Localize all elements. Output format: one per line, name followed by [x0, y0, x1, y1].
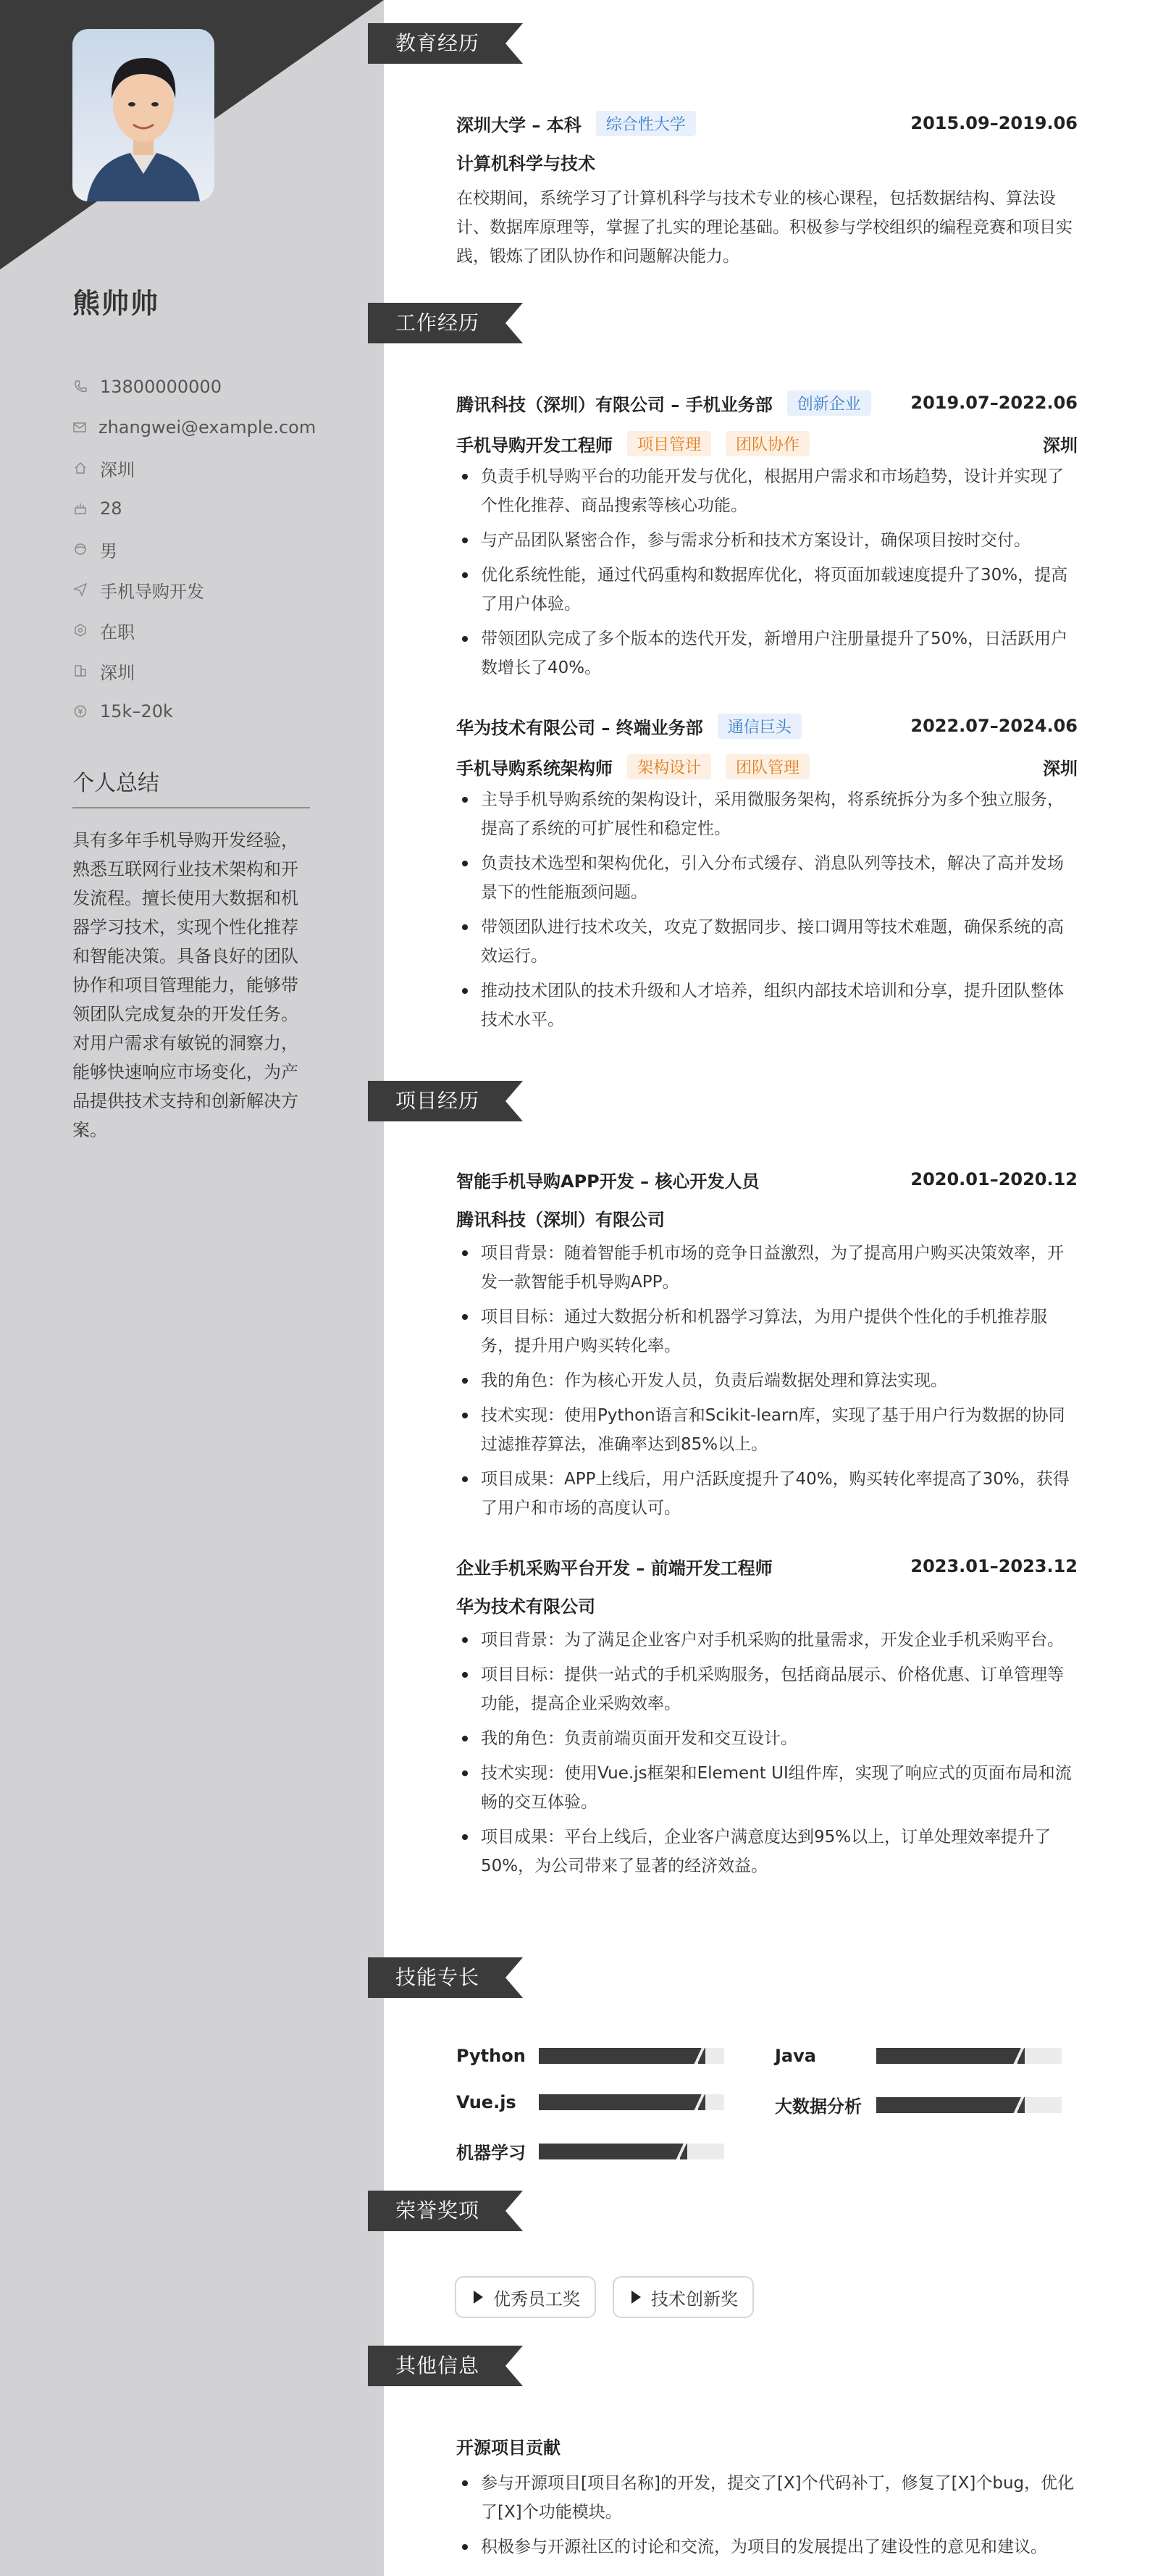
award-item	[455, 2276, 596, 2318]
info-location	[72, 448, 311, 488]
work-skill-tag: 项目管理	[627, 431, 711, 456]
work-company: 华为技术有限公司 – 终端业务部	[456, 717, 703, 738]
info-salary-text: 15k–20k	[100, 701, 173, 722]
info-gender-text: 男	[100, 540, 117, 561]
project-date: 2023.01–2023.12	[910, 1556, 1078, 1576]
education-major: 计算机科学与技术	[456, 154, 595, 174]
section-title-work: 工作经历	[395, 311, 480, 335]
list-item: 优化系统性能，通过代码重构和数据库优化，将页面加载速度提升了30%，提高了用户体验。	[456, 561, 1078, 619]
work-skill-tag: 团队协作	[726, 431, 810, 456]
work-entry-2	[456, 710, 1078, 1040]
list-item: 与产品团队紧密合作，参与需求分析和技术方案设计，确保项目按时交付。	[456, 526, 1078, 555]
info-work-city-text: 深圳	[100, 662, 135, 683]
work-company-tag: 通信巨头	[718, 714, 802, 739]
status-icon	[72, 622, 88, 638]
info-email	[72, 407, 316, 448]
work-company: 腾讯科技（深圳）有限公司 – 手机业务部	[456, 394, 773, 415]
section-header-education	[368, 23, 523, 64]
skill-row	[775, 2092, 1062, 2117]
skill-bar	[539, 2144, 724, 2159]
skill-name: Python	[456, 2046, 526, 2066]
section-header-work	[368, 303, 523, 343]
skill-fill	[876, 2048, 1025, 2064]
building-icon	[72, 663, 88, 679]
info-age-text: 28	[100, 498, 122, 519]
work-date: 2022.07–2024.06	[910, 716, 1078, 736]
skill-bar	[876, 2097, 1062, 2113]
list-item: 项目目标：通过大数据分析和机器学习算法，为用户提供个性化的手机推荐服务，提升用户购买转化率。	[456, 1302, 1078, 1360]
work-bullets	[456, 462, 1078, 682]
project-entry-1	[456, 1163, 1078, 1529]
project-title: 企业手机采购平台开发 – 前端开发工程师	[456, 1557, 773, 1578]
work-company-tag: 创新企业	[787, 390, 871, 416]
list-item: 技术实现：使用Vue.js框架和Element UI组件库，实现了响应式的页面布局和流畅的交互体验。	[456, 1759, 1078, 1817]
skill-bar	[876, 2048, 1062, 2064]
list-item: 技术实现：使用Python语言和Scikit-learn库，实现了基于用户行为数据的协同过滤推荐算法，准确率达到85%以上。	[456, 1401, 1078, 1459]
section-title-awards: 荣誉奖项	[395, 2199, 480, 2222]
info-phone	[72, 367, 311, 407]
profile-name: 熊帅帅	[72, 288, 160, 319]
info-gender	[72, 529, 311, 569]
section-header-awards	[368, 2191, 523, 2231]
project-date: 2020.01–2020.12	[910, 1169, 1078, 1189]
info-status-text: 在职	[100, 622, 135, 643]
list-item: 项目目标：提供一站式的手机采购服务，包括商品展示、价格优惠、订单管理等功能，提高企业采购效率。	[456, 1660, 1078, 1718]
section-title-education: 教育经历	[395, 31, 480, 55]
triangle-icon	[474, 2291, 483, 2304]
section-header-skills	[368, 1957, 523, 1998]
skill-name: 机器学习	[456, 2143, 526, 2163]
list-item: 项目成果：平台上线后，企业客户满意度达到95%以上，订单处理效率提升了50%，为公司带来了显著的经济效益。	[456, 1823, 1078, 1881]
work-entry-1	[456, 387, 1078, 688]
sidebar	[0, 0, 384, 2576]
work-title: 手机导购开发工程师	[456, 435, 613, 456]
send-icon	[72, 582, 88, 598]
work-title: 手机导购系统架构师	[456, 758, 613, 779]
list-item: 项目成果：APP上线后，用户活跃度提升了40%，购买转化率提高了30%，获得了用户和市场的高度认可。	[456, 1465, 1078, 1523]
section-title-other: 其他信息	[395, 2354, 480, 2378]
phone-icon	[72, 379, 88, 395]
skill-fill	[539, 2094, 705, 2110]
work-bullets	[456, 785, 1078, 1034]
award-label: 技术创新奖	[651, 2288, 738, 2309]
work-skill-tag: 架构设计	[627, 754, 711, 779]
skill-name: Vue.js	[456, 2092, 516, 2112]
home-icon	[72, 460, 88, 476]
cake-icon	[72, 501, 88, 517]
skill-fill	[876, 2097, 1025, 2113]
other-entry	[456, 2430, 1078, 2567]
work-city: 深圳	[1043, 435, 1078, 456]
list-item: 带领团队完成了多个版本的迭代开发，新增用户注册量提升了50%，日活跃用户数增长了40%。	[456, 624, 1078, 682]
info-work-city	[72, 651, 311, 691]
info-salary	[72, 691, 311, 732]
summary-title: 个人总结	[72, 765, 310, 808]
education-desc: 在校期间，系统学习了计算机科学与技术专业的核心课程，包括数据结构、算法设计、数据库原理等，掌握了扎实的理论基础。积极参与学校组织的编程竞赛和项目实践，锻炼了团队协作和问题解决能力。	[456, 189, 1073, 266]
section-header-other	[368, 2346, 523, 2386]
skill-fill-tip	[698, 2048, 705, 2064]
skill-fill-tip	[1017, 2097, 1025, 2113]
skill-row	[456, 2092, 724, 2112]
project-entry-2	[456, 1550, 1078, 1886]
skill-bar	[539, 2094, 724, 2110]
avatar	[72, 29, 214, 201]
info-age	[72, 488, 311, 529]
education-tag: 综合性大学	[596, 111, 696, 136]
gender-icon	[72, 541, 88, 557]
section-header-project	[368, 1081, 523, 1121]
project-bullets	[456, 1239, 1078, 1523]
skill-row	[456, 2046, 724, 2066]
list-item: 项目背景：随着智能手机市场的竞争日益激烈，为了提高用户购买决策效率，开发一款智能手机导购APP。	[456, 1239, 1078, 1297]
list-item: 我的角色：负责前端页面开发和交互设计。	[456, 1724, 1078, 1753]
info-job-intent	[72, 569, 311, 610]
info-email-text: zhangwei@example.com	[98, 417, 316, 438]
other-title: 开源项目贡献	[456, 2437, 561, 2458]
list-item: 负责技术选型和架构优化，引入分布式缓存、消息队列等技术，解决了高并发场景下的性能瓶颈问题。	[456, 849, 1078, 907]
work-city: 深圳	[1043, 758, 1078, 779]
section-title-skills: 技能专长	[395, 1965, 480, 1989]
list-item: 主导手机导购系统的架构设计，采用微服务架构，将系统拆分为多个独立服务，提高了系统的可扩展性和稳定性。	[456, 785, 1078, 843]
info-phone-text: 13800000000	[100, 377, 222, 397]
list-item: 我的角色：作为核心开发人员，负责后端数据处理和算法实现。	[456, 1366, 1078, 1395]
list-item: 积极参与开源社区的讨论和交流，为项目的发展提出了建设性的意见和建议。	[456, 2533, 1078, 2562]
summary-text: 具有多年手机导购开发经验，熟悉互联网行业技术架构和开发流程。擅长使用大数据和机器学习技术，实现个性化推荐和智能决策。具备良好的团队协作和项目管理能力，能够带领团队完成复杂的开发任务。对用户需求有敏锐的洞察力，能够快速响应市场变化，为产品提供技术支持和创新解决方案。	[72, 830, 298, 1140]
skill-bar	[539, 2048, 724, 2064]
skill-fill	[539, 2048, 705, 2064]
award-label: 优秀员工奖	[493, 2288, 580, 2309]
award-item	[613, 2276, 754, 2318]
skill-name: Java	[775, 2046, 816, 2066]
work-date: 2019.07–2022.06	[910, 393, 1078, 413]
project-bullets	[456, 1626, 1078, 1881]
project-company: 华为技术有限公司	[456, 1597, 595, 1617]
triangle-icon	[631, 2291, 641, 2304]
info-job-intent-text: 手机导购开发	[100, 581, 204, 602]
list-item: 带领团队进行技术攻关，攻克了数据同步、接口调用等技术难题，确保系统的高效运行。	[456, 913, 1078, 971]
education-school: 深圳大学 – 本科	[456, 114, 582, 135]
skill-row	[456, 2138, 724, 2164]
list-item: 推动技术团队的技术升级和人才培养，组织内部技术培训和分享，提升团队整体技术水平。	[456, 977, 1078, 1034]
education-entry	[456, 107, 1078, 271]
skill-name: 大数据分析	[775, 2096, 862, 2117]
info-status	[72, 610, 311, 651]
list-item: 项目背景：为了满足企业客户对手机采购的批量需求，开发企业手机采购平台。	[456, 1626, 1078, 1655]
skill-fill-tip	[1017, 2048, 1025, 2064]
work-skill-tag: 团队管理	[726, 754, 810, 779]
skill-fill-tip	[698, 2094, 705, 2110]
contact-info-list	[72, 367, 316, 732]
main-content	[384, 0, 1150, 2576]
section-title-project: 项目经历	[395, 1089, 480, 1113]
skill-fill-tip	[680, 2144, 687, 2159]
other-bullets	[456, 2469, 1078, 2562]
info-location-text: 深圳	[100, 459, 135, 480]
salary-icon	[72, 703, 88, 719]
list-item: 参与开源项目[项目名称]的开发，提交了[X]个代码补丁，修复了[X]个bug，优化了[X]个功能模块。	[456, 2469, 1078, 2527]
mail-icon	[72, 419, 87, 435]
education-date: 2015.09–2019.06	[910, 113, 1078, 133]
project-company: 腾讯科技（深圳）有限公司	[456, 1210, 665, 1230]
skill-row	[775, 2046, 1062, 2066]
project-title: 智能手机导购APP开发 – 核心开发人员	[456, 1171, 760, 1192]
list-item: 负责手机导购平台的功能开发与优化，根据用户需求和市场趋势，设计并实现了个性化推荐、商品搜索等核心功能。	[456, 462, 1078, 520]
skill-fill	[539, 2144, 687, 2159]
